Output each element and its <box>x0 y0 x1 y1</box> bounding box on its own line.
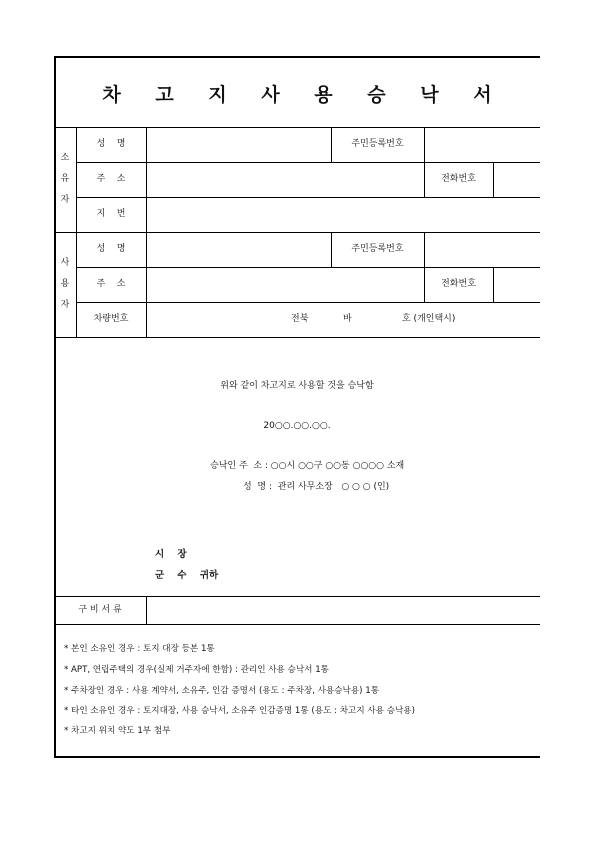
doc-note: * APT, 연립주택의 경우(실제 거주자에 한함) : 관리인 사용 승낙서 1통 <box>64 665 329 675</box>
consent-statement: 위와 같이 차고지로 사용할 것을 승낙함 <box>220 381 374 391</box>
border-top <box>54 56 540 58</box>
docs-label-divider <box>146 596 147 624</box>
recipient-mayor: 시 장 <box>155 549 187 560</box>
rule-docs-bottom <box>54 624 540 625</box>
owner-phone-label: 전화번호 <box>441 174 476 184</box>
user-vehicle-no-label: 차량번호 <box>93 314 129 324</box>
consent-date: 20○○.○○.○○. <box>263 421 331 431</box>
form-title: 차 고 지 사 용 승 낙 서 <box>102 84 506 106</box>
user-label-char: 사 <box>60 258 70 268</box>
owner-phone-field[interactable] <box>494 163 540 197</box>
vehicle-suffix: 호 (개인택시) <box>402 314 456 324</box>
owner-name-label: 성 명 <box>96 139 126 149</box>
docs-label: 구 비 서 류 <box>78 605 122 615</box>
doc-note: * 본인 소유인 경우 : 토지 대장 등본 1통 <box>64 644 215 654</box>
doc-note: * 차고지 위치 약도 1부 첨부 <box>64 726 171 736</box>
owner-label-char: 자 <box>60 195 70 205</box>
doc-note: * 타인 소유인 경우 : 토지대장, 사용 승낙서, 소유주 인감증명 1통 (용도 : 차고지 사용 승낙용) <box>64 706 415 716</box>
border-bottom <box>54 756 540 758</box>
owner-section-label <box>54 148 76 211</box>
vehicle-mid-char: 바 <box>343 314 352 324</box>
owner-name-field[interactable] <box>147 128 331 162</box>
user-address-label: 주 소 <box>96 279 126 289</box>
recipient-governor: 군 수 귀하 <box>155 570 219 581</box>
user-label-char: 용 <box>60 279 70 289</box>
user-section-label <box>54 253 76 316</box>
owner-resident-no-label: 주민등록번호 <box>351 139 404 149</box>
vehicle-region: 전북 <box>291 314 309 324</box>
user-resident-no-field[interactable] <box>425 233 540 267</box>
owner-label-char: 소 <box>60 153 70 163</box>
owner-label-char: 유 <box>60 174 70 184</box>
user-resident-no-label: 주민등록번호 <box>351 244 404 254</box>
owner-lot-field[interactable] <box>147 198 540 232</box>
owner-lot-label: 지 번 <box>96 209 126 219</box>
owner-address-field[interactable] <box>147 163 424 197</box>
rule-docs-top <box>54 596 540 597</box>
parking-consent-form <box>54 56 540 758</box>
owner-resident-no-field[interactable] <box>425 128 540 162</box>
user-label-char: 자 <box>60 300 70 310</box>
consent-address-line: 승낙인 주 소 : ○○시 ○○구 ○○동 ○○○○ 소재 <box>210 461 405 471</box>
rule-user-end <box>54 337 540 338</box>
doc-note: * 주차장인 경우 : 사용 계약서, 소유주, 인감 증명서 (용도 : 주차장, 사용승낙용) 1통 <box>64 686 380 696</box>
user-name-field[interactable] <box>147 233 331 267</box>
consent-name-line: 성 명 : 관리 사무소장 ○ ○ ○ (인) <box>243 482 390 492</box>
user-phone-label: 전화번호 <box>441 279 476 289</box>
user-name-label: 성 명 <box>96 244 126 254</box>
user-address-field[interactable] <box>147 268 424 302</box>
user-phone-field[interactable] <box>494 268 540 302</box>
owner-address-label: 주 소 <box>96 174 126 184</box>
